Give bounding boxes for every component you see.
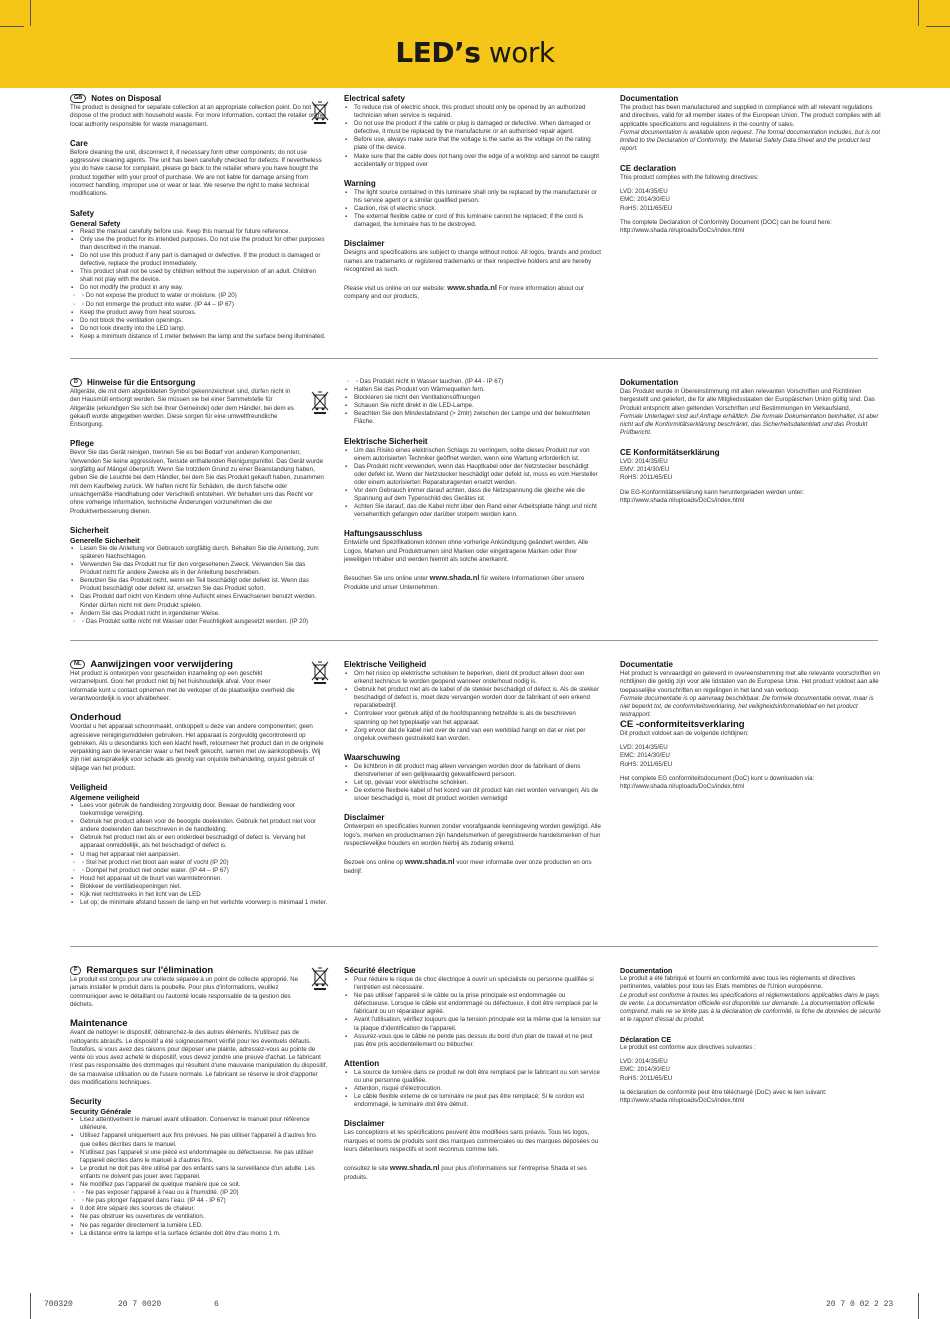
doc-link-text: Het complete EG conformiteitsdocument (DoC) kunt u downloaden via: — [620, 774, 815, 782]
page-title: LED’s work — [395, 36, 555, 69]
list-item: ▪ N'utilisez pas l'appareil si une pièce est endommagée ou défectueuse. Ne pas utiliser l'appareil décrites dans le manuel à d'autres fins. — [80, 1149, 328, 1165]
disclaimer-text: Entwürfe und Spezifikationen können ohne vorherige Ankündigung geändert werden. Alle Logos, Marken und Produktnamen sind Marken oder eingetragene Marken oder Ihrer jeweiligen Inhaber und werden hiermit als solche anerkannt. — [344, 539, 589, 563]
footer-code: 700320 — [44, 1300, 73, 1309]
documentation-italic: Formale Unterlagen sind auf Anfrage erhältlich. Die formale Dokumentation beinhaltet, ist aber nicht auf die Konformitätserklärung beschränkt, das Sicherheitsdatenblatt und das Produkt Prüfbericht. — [620, 412, 879, 437]
safety-list — [70, 228, 328, 341]
list-item: ▪ De externe flexibele kabel of het koord van dit product kan niet worden vervangen; Als de snoer beschadigd is, moet dit product worden vernietigd — [354, 787, 602, 803]
ce-title: CE -conformiteitsverklaring — [620, 718, 745, 730]
list-item: ▪ Om het risico op elektrische schokken te beperken, dient dit product alleen door een erkend technicus te worden geopend wanneer onderhoud nodig is. — [354, 670, 602, 686]
list-item: ▪ Halten Sie das Produkt von Wärmequellen fern. — [354, 386, 602, 394]
col-documentation — [620, 378, 882, 505]
list-item: ▪ Pour réduire le risque de choc électrique à ouvrir un spécialiste ou personne qualifiée si l'entretien est nécessaire. — [354, 976, 602, 992]
list-item: ▪ Zorg ervoor dat de kabel niet over de rand van een werkblad hangt en dat er niet per ongeluk overheen gestruikeld kan worden. — [354, 727, 602, 743]
list-item: ▪ Do not block the ventilation openings. — [80, 317, 328, 325]
list-item: ▪ Gebruik het product alleen voor de beoogde doeleinden. Gebruik het product niet voor andere doeleinden dan beschreven in de handleiding. — [80, 818, 328, 834]
electrical-title: Electrical safety — [344, 94, 405, 103]
col-documentation — [620, 966, 882, 1106]
crop-mark — [918, 1293, 919, 1319]
care-title: Care — [70, 138, 88, 148]
flag-badge: NL — [70, 660, 85, 669]
list-item: ◦ ◦ Ne pas plonger l'appareil dans l'eau. (IP 44 - IP 67) — [80, 1197, 328, 1205]
directive-line: LVD: 2014/35/EU — [620, 1058, 668, 1066]
list-item: ◦ ◦ Ne pas exposer l'appareil à l'eau ou à l'humidité. (IP 20) — [80, 1189, 328, 1197]
website-link[interactable]: www.shada.nl — [429, 573, 480, 583]
col-electrical — [344, 378, 602, 592]
list-item: ▪ Keep the product away from heat sources. — [80, 309, 328, 317]
section-divider — [70, 640, 878, 641]
disposal-title: NL Aanwijzingen voor verwijdering — [70, 660, 328, 670]
list-item: ◦ ◦ Das Produkt sollte nicht mit Wasser oder Feuchtigkeit ausgesetzt werden. (IP 20) — [80, 618, 328, 626]
care-text: Bevor Sie das Gerät reinigen, trennen Sie es bei Bedarf von anderen Komponenten; Verwenden Sie keine aggressiven, Tenside enthaltenden Reinigungsmittel. Das Gerät wurde sorgfältig auf Mängel überprüft. Wenn Sie trotzdem Grund zu einer Beanstandung haben, geben Sie die Leuchte bei dem Händler, bei dem Sie das Produkt gekauft haben, zusammen mit dem Kaufbeleg zurück. Wir haften nicht für Schäden, die durch falsche oder unsachgemäße Handhabung oder Verschleiß entstehen. Wir behalten uns das Recht vor ohne vorherige Information, technische Änderungen vorzunehmen die der Produktverbesserung dienen. — [70, 449, 324, 515]
list-item: ▪ La distance entre la lampe et la surface éclairée doit être d'au moins 1 m. — [80, 1230, 328, 1238]
care-text: Voordat u het apparaat schoonmaakt, ontkoppelt u deze van andere componenten; geen agressieve reinigingsmiddelen gebruiken. Het apparaat is zorgvuldig gecontroleerd op gebreken. Als u desondanks toch een klacht heeft, retourneer het product dan in de originele verpakking aan de leverancier waar u het heeft gekocht, samen met uw aankoopbewijs. Wij zijn niet aansprakelijk voor schade als gevolg van onjuiste behandeling, onjuist gebruik of slijtage van het product. — [70, 723, 324, 772]
list-item: ▪ Verwenden Sie das Produkt nur für den vorgesehenen Zweck. Verwenden Sie das Produkt nicht für andere Zwecke als in der Anleitung beschrieben. — [80, 561, 328, 577]
list-item: ▪ Lisez attentivement le manuel avant utilisation. Conservez le manuel pour référence ultérieure. — [80, 1116, 328, 1132]
col-disposal-care-safety — [70, 94, 328, 341]
electrical-title: Elektrische Sicherheit — [344, 436, 428, 446]
list-item: ▪ U mag het apparaat niet aanpassen. — [80, 851, 328, 859]
list-item: ▪ Ändern Sie das Produkt nicht in irgendeiner Weise. — [80, 610, 328, 618]
list-item: ▪ Blockieren sie nicht den Ventilationsöffnungen — [354, 394, 602, 402]
list-item: ▪ Il doit être séparé des sources de chaleur. — [80, 1205, 328, 1213]
disclaimer-text: Les conceptions et les spécifications peuvent être modifiées sans préavis. Tous les logos, marques et noms de produits sont des marques commerciales ou des marques déposées ou leurs détenteurs respectifs et sont reconnus comme tels. — [344, 1129, 599, 1153]
weee-bin-icon — [310, 100, 330, 124]
col-documentation — [620, 94, 882, 236]
list-item: ▪ Do not use the product if the cable or plug is damaged or defective. When damaged or defective, it must be replaced by the manufacturer or an authorised repair agent. — [354, 120, 602, 136]
directive-line: LVD: 2014/35/EU — [620, 188, 668, 196]
electrical-title: Elektrische Veiligheid — [344, 660, 427, 669]
documentation-text: Het product is vervaardigd en geleverd in overeenstemming met alle relevante voorschriften en richtlijnen die geldig zijn voor alle lidstaten van de Europese Unie. Het product voldoet aan alle toepasselijke voorschriften en regelingen in het land van verkoop. — [620, 670, 881, 694]
list-item: ▪ Le câble flexible externe de ce luminaire ne peut pas être remplacé; Si le cordon est endommagé, le luminaire doit être détruit. — [354, 1093, 602, 1109]
list-item: ▪ Ne modifiez pas l'appareil de quelque manière que ce soit. — [80, 1181, 328, 1189]
col-disposal-care-safety — [70, 378, 328, 626]
safety-title: Veiligheid — [70, 782, 108, 792]
disposal-text: Altgeräte, die mit dem abgebildeten Symbol gekennzeichnet sind, dürfen nicht in den Hausmüll entsorgt werden. Sie müssen sie bei einer Sammelstelle für Altgeräte (erkundigen Sie sich bei Ihrer Gemeinde) oder dem Händler, bei dem es gekauft wurde abgegeben werden. Diese sorgen für eine umweltfreundliche Entsorgung. — [70, 388, 294, 429]
list-item: ▪ To reduce risk of electric shock, this product should only be opened by an authorized technician when service is required. — [354, 104, 602, 120]
list-item: ▪ The light source contained in this luminaire shall only be replaced by the manufacturer or his service agent or a similar qualified person. — [354, 189, 602, 205]
directive-line: RoHS: 2011/65/EU — [620, 474, 673, 482]
list-item: ▪ Gebruik het product niet als de kabel of de stekker beschadigd of defect is. Als de stekker beschadigd of defect is, moet deze vervangen worden door de fabrikant of een erkend reparatiebedrijf. — [354, 686, 602, 710]
list-item: ▪ La source de lumière dans ce produit ne doit être remplacé par le fabricant ou son service ou une personne qualifiée. — [354, 1069, 602, 1085]
website-line: Please visit us online on our website: www.shada.nl For more information about our company and our products, — [344, 283, 584, 301]
website-link[interactable]: www.shada.nl — [404, 857, 455, 867]
warning-title: Waarschuwing — [344, 752, 401, 762]
doc-link[interactable]: http://www.shada.nl/uploads/DoCs/index.html — [620, 227, 745, 235]
crop-mark — [0, 26, 24, 27]
list-item: ▪ Let op, gevaar voor elektrische schokken. — [354, 779, 602, 787]
list-item: ▪ Um das Risiko eines elektrischen Schlags zu verringern, sollte dieses Produkt nur von einem autorisierten Techniker geöffnet werden, wenn eine Wartung erforderlich ist. — [354, 447, 602, 463]
list-item: ▪ Read the manual carefully before use. Keep this manual for future reference. — [80, 228, 328, 236]
ce-text: Le produit est conforme aux directives suivantes : — [620, 1043, 756, 1051]
ce-title: CE declaration — [620, 163, 677, 173]
col-electrical-warning — [344, 660, 602, 876]
disposal-title: F Remarques sur l'élimination — [70, 966, 328, 976]
doc-link-text: Die EG-Konformitätserklärung kann heruntergeladen werden unter: — [620, 488, 805, 496]
list-item: ▪ This product shall not be used by children without the supervision of an adult. Children shall not play with the device. — [80, 268, 328, 284]
documentation-title: Documentation — [620, 94, 679, 103]
list-item: ▪ Avant l'utilisation, vérifiez toujours que la tension principale est la même que la tension sur la plaque d'identification de l'appareil. — [354, 1016, 602, 1032]
disclaimer-text: Ontwerpen en specificaties kunnen zonder voorafgaande kennisgeving worden gewijzigd. Alle logo's, merken en productnamen zijn handelsmerken of geregistreerde handelsmerken of hun respectievelijke houders en worden hierbij als zodanig erkend. — [344, 823, 601, 847]
documentation-title: Dokumentation — [620, 378, 679, 387]
disposal-title: D Hinweise für die Entsorgung — [70, 378, 328, 388]
col-electrical-warning — [344, 966, 602, 1182]
list-item: ▪ Ne pas utiliser l'appareil si le câble ou la prise principale est endommagée ou défectueuse. Lorsque le câble est endommagé ou défectueux, il doit être remplacé par le fabricant ou un réparateur agréé. — [354, 992, 602, 1016]
list-item: ▪ Lesen Sie die Anleitung vor Gebrauch sorgfältig durch. Behalten Sie die Anleitung, zum späteren Nachschlagen. — [80, 545, 328, 561]
list-item: ▪ Le produit ne doit pas être utilisé par des enfants sans la surveillance d'un adulte. Les enfants ne doivent pas jouer avec l'appareil. — [80, 1165, 328, 1181]
list-item: ▪ Houd het apparaat uit de buurt van warmtebronnen. — [80, 875, 328, 883]
safety-subtitle: Security Générale — [70, 1107, 132, 1117]
website-link[interactable]: www.shada.nl — [389, 1163, 440, 1173]
list-item: ▪ Keep a minimum distance of 1 meter between the lamp and the surface being illuminated. — [80, 333, 328, 341]
doc-link[interactable]: http://www.shada.nl/uploads/DoCs/index.html — [620, 783, 745, 791]
documentation-title: Documentation — [620, 966, 673, 975]
flag-badge: D — [70, 378, 82, 387]
list-item: ▪ Blokkeer de ventilatieopeningen niet. — [80, 883, 328, 891]
crop-mark — [926, 26, 950, 27]
directive-line: EMC: 2014/30/EU — [620, 1066, 670, 1074]
directive-line: EMC: 2014/30/EU — [620, 196, 670, 204]
list-item: ▪ Let op; de minimale afstand tussen de lamp en het verlichte voorwerp is minimaal 1 meter. — [80, 899, 328, 907]
directive-line: RoHS: 2011/65/EU — [620, 1074, 673, 1082]
ce-title: CE Konformitätserklärung — [620, 447, 720, 457]
list-item: ▪ Gebruik het product niet als er een onderdeel beschadigd of defect is. Vervang het apparaat onmiddellijk, als het beschadigd of defect is. — [80, 834, 328, 850]
website-line: consultez le site www.shada.nl pour plus d'informations sur l'entreprise Shada et ses produits. — [344, 1163, 587, 1181]
disclaimer-title: Disclaimer — [344, 1119, 385, 1129]
list-item: ▪ Benutzen Sie das Produkt nicht, wenn ein Teil beschädigt oder defekt ist. Wenn das Produkt beschädigt oder defekt ist, ersetzen Sie das Produkt sofort. — [80, 577, 328, 593]
directive-line: EMV: 2014/30/EU — [620, 466, 670, 474]
electrical-title: Sécurité électrique — [344, 966, 416, 975]
list-item: ▪ Caution, risk of electric shock. — [354, 205, 602, 213]
disposal-text: Le produit est conçu pour une collecte séparée à un point de collecte approprié. Ne jamais installer le produit dans la poubelle. Pour plus d'informations, veuillez communiquer avec le détaillant ou l'autorité locale responsable de la gestion des déchets. — [70, 976, 299, 1008]
list-item: ▪ The external flexible cable or cord of this luminaire cannot be replaced; if the cord is damaged, the luminaire has to be destroyed. — [354, 213, 602, 229]
list-item: ▪ Das Produkt darf nicht von Kindern ohne Aufsicht eines Erwachsenen benutzt werden. Kinder dürfen nicht mit dem Produkt spielen. — [80, 593, 328, 609]
weee-bin-icon — [310, 390, 330, 414]
list-item: ◦ ◦ Do not immerge the product into water. (IP 44 – IP 67) — [80, 301, 328, 309]
list-item: ▪ Only use the product for its intended purposes. Do not use the product for other purposes than described in the manual. — [80, 236, 328, 252]
ce-text: Dit product voldoet aan de volgende richtlijnen: — [620, 729, 749, 737]
crop-mark — [30, 1293, 31, 1319]
crop-mark — [918, 0, 919, 26]
disclaimer-title: Disclaimer — [344, 813, 385, 823]
list-item: ▪ Beachten Sie den Mindestabstand (> 2mtr) zwischen der Lampe und der beleuchteten Fläche. — [354, 410, 602, 426]
doc-link[interactable]: http://www.shada.nl/uploads/DoCs/index.html — [620, 1097, 745, 1105]
list-item: ▪ Before use, always make sure that the voltage is the same as the voltage on the rating plate of the device. — [354, 136, 602, 152]
list-item: ◦ ◦ Do not expose the product to water or moisture. (IP 20) — [80, 292, 328, 300]
directive-line: LVD: 2014/35/EU — [620, 457, 668, 465]
safety-subtitle: General Safety — [70, 218, 121, 228]
care-title: Onderhoud — [70, 712, 122, 724]
list-item: ▪ De lichtbron in dit product mag alleen vervangen worden door de fabrikant of diens dienstverlener of een gelijkwaardig gekwalificeerd persoon. — [354, 763, 602, 779]
care-title: Maintenance — [70, 1018, 128, 1030]
list-item: ◦ ◦ Dompel het product niet onder water. (IP 44 – IP 67) — [80, 867, 328, 875]
safety-subtitle: Generelle Sicherheit — [70, 535, 140, 545]
directive-line: EMC: 2014/30/EU — [620, 752, 670, 760]
disposal-text: The product is designed for separate collection at an appropriate collection point. Do not dispose of the product with household waste. For more information, contact the retailer or the local authority responsible for waste management. — [70, 104, 325, 128]
doc-link-text: The complete Declaration of Conformity Document (DOC) can be found here: — [620, 218, 832, 226]
disclaimer-text: Designs and specifications are subject to change without notice. All logos, brands and product names are trademarks or registered trademarks or their respective holders and are hereby recognized as such. — [344, 249, 601, 273]
documentation-italic: Formal documentation is available upon request. The formal documentation includes, but is not limited to the Declaration of Conformity, the Material Safety Data Sheet and the product test report. — [620, 128, 881, 153]
footer-page: 6 — [214, 1300, 219, 1309]
footer-right: 20 7 0 02 2 23 — [826, 1300, 894, 1309]
col-disposal-care-safety — [70, 966, 328, 1238]
directive-line: RoHS: 2011/65/EU — [620, 760, 673, 768]
weee-bin-icon — [310, 660, 330, 684]
section-divider — [70, 358, 878, 359]
list-item: ▪ Assurez-vous que le câble ne pende pas dessus du bord d'un plan de travail et ne peut pas être pris accidentellement ou trébucher. — [354, 1033, 602, 1049]
documentation-italic: Le produit est conforme à toutes les spécifications et réglementations applicables dans le pays de vente. La documentation officielle est disponible sur demande. La documentation officielle comprend, mais ne se limite pas à la déclaration de conformité, la fiche de données de sécurité et le rapport d'essai du produit. — [620, 991, 881, 1024]
list-item: ▪ Do not use this product if any part is damaged or defective. If the product is damaged or defective, replace the product immediately. — [80, 252, 328, 268]
list-item: ▪ Attention, risqué d'électrocution. — [354, 1085, 602, 1093]
list-item: ▪ Kijk niet rechtstreeks in het licht van de LED — [80, 891, 328, 899]
col-disposal-care-safety — [70, 660, 328, 907]
doc-link[interactable]: http://www.shada.nl/uploads/DoCs/index.html — [620, 496, 745, 504]
list-item: ◦ ◦ Das Produkt nicht in Wasser tauchen. (IP 44 - IP 67) — [354, 378, 602, 386]
safety-title: Security — [70, 1097, 102, 1107]
list-item: ◦ ◦ Stel het product niet bloot aan water of vocht (IP 20) — [80, 859, 328, 867]
doc-link-text: la déclaration de conformité peut être téléchargé (DoC) avec le lien suivant: — [620, 1088, 827, 1096]
website-line: Besuchen Sie uns online unter www.shada.nl für weitere Informationen über unsere Produkte und unser Unternehmen. — [344, 573, 585, 591]
weee-bin-icon — [310, 966, 330, 990]
care-text: Avant de nettoyer le dispositif, débranchez-le des autres éléments. N'utilisez pas de nettoyants abrasifs. Le dispositif a été soigneusement vérifié pour les éventuels défauts. Toutefois, si vous avez des raisons pour déposer une plainte, adressez-vous au pointe de vente où vous avez acheté le dispositif, vous devez joindre une preuve d'achat. Le fabricant n'est pas responsable des dommages qui résultent d'une mauvaise manipulation du dispositif, de sa mauvaise utilisation ou de l'usure normale. Le fabricant se réserve le droit d'apporter des modifications techniques. — [70, 1029, 328, 1086]
safety-title: Sicherheit — [70, 525, 109, 535]
care-text: Before cleaning the unit, disconnect it, if necessary form other components; do not use aggressive cleaning agents. The unit has been carefully checked for defects. If nevertheless you do have cause for complaint, please go back to the retailer where you have bought the product together with your proof of purchase. We are not liable for damage arising from incorrect handling, improper use or wear or tear. We reserve the right to make technical modifications. — [70, 148, 322, 198]
flag-badge: F — [70, 966, 81, 975]
safety-subtitle: Algemene veiligheid — [70, 792, 140, 802]
documentation-title: Documentatie — [620, 660, 673, 669]
col-electrical-warning — [344, 94, 602, 302]
list-item: ▪ Do not modify the product in any way. — [80, 284, 328, 292]
list-item: ▪ Utilisez l'appareil uniquement aux fins prévues. Ne pas utiliser l'appareil à d'autres fins que celles décrites dans le manuel. — [80, 1132, 328, 1148]
section-divider — [70, 946, 878, 947]
disclaimer-title: Haftungsausschluss — [344, 529, 423, 539]
list-item: ▪ Schauen Sie nicht direkt in die LED-Lampe. — [354, 402, 602, 410]
list-item: ▪ Das Produkt nicht verwenden, wenn das Hauptkabel oder der Netzstecker beschädigt oder defekt ist. Wenn der Netzstecker beschädigt oder defekt ist, muss es vom Hersteller oder einem autorisierten Reparaturagenten ersetzt werden. — [354, 463, 602, 487]
care-title: Pflege — [70, 439, 95, 449]
documentation-text: The product has been manufactured and supplied in compliance with all relevant regulations and directives, valid for all member states of the European Union. The product complies with all applicable specifications and regulations in the country of sales. — [620, 104, 881, 128]
list-item: ▪ Vor dem Gebrauch immer darauf achten, dass die Netzspannung die gleiche wie die Spannung auf dem Typenschild des Gerätes ist. — [354, 487, 602, 503]
footer-date: 20 7 0020 — [118, 1300, 162, 1309]
safety-title: Safety — [70, 208, 95, 218]
list-item: ▪ Achten Sie darauf, das die Kabel nicht über den Rand einer Arbeitsplatte hängt und nicht versehentlich gefangen oder darüber stolpern werden kann. — [354, 503, 602, 519]
list-item: ▪ Lees voor gebruik de handleiding zorgvuldig door. Bewaar de handleiding voor toekomstige verwijzing. — [80, 802, 328, 818]
documentation-text: Le produit a été fabriqué et fourni en conformité avec tous les règlements et directives pertinentes, valables pour tous les Etats membres de l'Union européenne. — [620, 975, 856, 991]
disposal-text: Het product is ontworpen voor gescheiden inzameling op een geschikt verzamelpunt. Gooi het product niet bij het huishoudelijk afval. Voor meer informatie kunt u contact opnemen met de verkoper of de plaatselijke overheid die verantwoordelijk is voor afvalbeheer. — [70, 670, 295, 702]
crop-mark — [30, 0, 31, 26]
disclaimer-title: Disclaimer — [344, 239, 385, 249]
warning-title: Warning — [344, 178, 376, 188]
list-item: ▪ Make sure that the cable does not hang over the edge of a worktop and cannot be caught accidentally or tripped over — [354, 153, 602, 169]
directive-line: LVD: 2014/35/EU — [620, 744, 668, 752]
documentation-italic: Formele documentatie is op aanvraag beschikbaar. De formele documentatie omvat, maar is niet beperkt tot, de conformiteitsverklaring, het veiligheidsinformatieblad en het product testrapport. — [620, 694, 874, 719]
col-documentation — [620, 660, 882, 792]
warning-title: Attention — [344, 1058, 380, 1068]
directive-line: RoHS: 2011/65/EU — [620, 204, 673, 212]
website-line: Bezoek ons online op www.shada.nl voor meer informatie over onze producten en ons bedrijf. — [344, 857, 592, 875]
flag-badge: GB — [70, 94, 86, 103]
list-item: ▪ Ne pas regarder directement la lumière LED. — [80, 1222, 328, 1230]
ce-title: Déclaration CE — [620, 1034, 672, 1044]
documentation-text: Das Produkt wurde in Übereinstimmung mit allen relevanten Vorschriften und Richtlinien hergestellt und geliefert, die für alle Mitgliedsstaaten der Europäischen Union gültig sind. Das Produkt entspricht allen geltenden Vorschriften und Bestimmungen im Verkaufsland. — [620, 388, 875, 412]
ce-text: This product complies with the following directives: — [620, 173, 759, 181]
list-item: ▪ Do not look directly into the LED lamp. — [80, 325, 328, 333]
list-item: ▪ Controleer voor gebruik altijd of de hoofdspanning hetzelfde is als de beschreven spanning op het typeplaatje van het apparaat. — [354, 710, 602, 726]
disposal-title: GB Notes on Disposal — [70, 94, 328, 104]
website-link[interactable]: www.shada.nl — [447, 283, 497, 293]
list-item: ▪ Ne pas obstruer les ouvertures de ventilation. — [80, 1213, 328, 1221]
